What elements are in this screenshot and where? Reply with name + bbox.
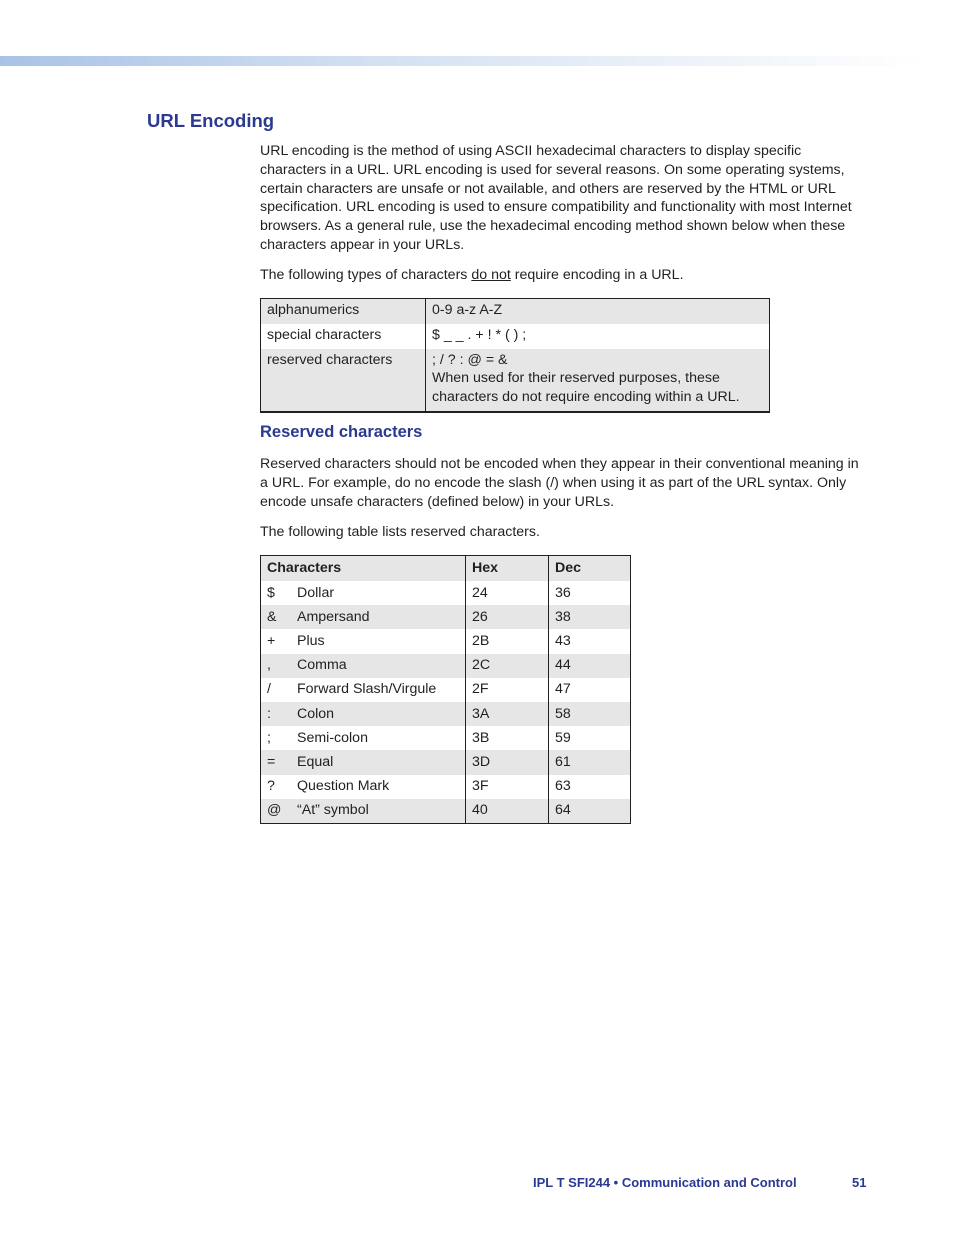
char-name: Colon — [297, 705, 335, 722]
char-name: Dollar — [297, 584, 335, 601]
table-row — [261, 299, 770, 324]
no-encode-intro-after: require encoding in a URL. — [510, 267, 684, 283]
no-encode-intro-before: The following types of characters — [260, 267, 472, 283]
char-symbol: = — [267, 754, 276, 770]
table-row — [261, 581, 631, 605]
hex-cell: 3D — [466, 750, 549, 774]
dec-cell: 64 — [549, 799, 631, 824]
char-type-cell: special characters — [261, 324, 426, 349]
character-cell — [261, 750, 466, 774]
table-row — [261, 726, 631, 750]
char-symbol: : — [267, 705, 271, 722]
table-row — [261, 349, 770, 412]
character-cell — [261, 605, 466, 629]
header-characters: Characters — [261, 556, 466, 582]
footer-text: IPL T SFI244 • Communication and Control — [533, 1175, 797, 1190]
char-list-cell: 0-9 a-z A-Z — [426, 299, 770, 324]
character-cell — [261, 629, 466, 653]
header-gradient-bar — [0, 56, 930, 66]
char-name: Comma — [297, 657, 347, 674]
hex-cell: 3F — [466, 775, 549, 799]
char-symbol: / — [267, 681, 271, 698]
character-cell — [261, 726, 466, 750]
table-row — [261, 702, 631, 726]
hex-cell: 40 — [466, 799, 549, 824]
table-row — [261, 629, 631, 653]
hex-cell: 26 — [466, 605, 549, 629]
char-symbol: ? — [267, 778, 275, 795]
no-encode-table — [260, 298, 770, 413]
char-symbol: + — [267, 633, 276, 650]
section-title: URL Encoding — [147, 110, 275, 131]
table-row — [261, 775, 631, 799]
char-symbol: $ — [267, 584, 275, 601]
char-symbol: , — [267, 657, 271, 674]
no-encode-intro-underlined: do not — [471, 267, 511, 283]
dec-cell: 63 — [549, 775, 631, 799]
char-name: Ampersand — [297, 608, 370, 625]
header-hex: Hex — [466, 556, 549, 582]
header-dec: Dec — [549, 556, 631, 582]
page-number: 51 — [852, 1175, 867, 1190]
character-cell — [261, 678, 466, 702]
char-list-cell: $ _ _ . + ! * ( ) ; — [426, 324, 770, 349]
table-row — [261, 654, 631, 678]
char-name: Equal — [297, 754, 334, 770]
char-type-cell: alphanumerics — [261, 299, 426, 324]
dec-cell: 58 — [549, 702, 631, 726]
character-cell — [261, 581, 466, 605]
no-encode-intro — [260, 266, 870, 285]
hex-cell: 24 — [466, 581, 549, 605]
character-cell — [261, 654, 466, 678]
hex-cell: 2C — [466, 654, 549, 678]
hex-cell: 3B — [466, 726, 549, 750]
hex-cell: 3A — [466, 702, 549, 726]
dec-cell: 61 — [549, 750, 631, 774]
char-type-cell: reserved characters — [261, 349, 426, 412]
table-row — [261, 678, 631, 702]
dec-cell: 47 — [549, 678, 631, 702]
char-symbol: @ — [267, 802, 282, 819]
reserved-table-intro: The following table lists reserved characters. — [260, 524, 540, 540]
reserved-note: When used for their reserved purposes, these characters do not require encoding within a URL. — [432, 370, 740, 406]
table-row — [261, 605, 631, 629]
char-symbol: ; — [267, 729, 271, 746]
intro-paragraph: URL encoding is the method of using ASCII hexadecimal characters to display specific characters in a URL. URL encoding is used for several reasons. On some operating systems, certain characters are unsafe or not available, and others are reserved by the HTML or URL specification. URL encoding is used to ensure compatibility and functionality with most Internet browsers. As a general rule, use the hexadecimal encoding method shown below when these characters appear in your URLs. — [260, 143, 852, 253]
char-name: “At” symbol — [297, 802, 369, 819]
hex-cell: 2B — [466, 629, 549, 653]
dec-cell: 44 — [549, 654, 631, 678]
dec-cell: 59 — [549, 726, 631, 750]
table-row — [261, 324, 770, 349]
dec-cell: 38 — [549, 605, 631, 629]
char-name: Question Mark — [297, 778, 390, 795]
reserved-paragraph: Reserved characters should not be encoded when they appear in their conventional meaning in a URL. For example, do no encode the slash (/) when using it as part of the URL syntax. Only encode unsafe characters (defined below) in your URLs. — [260, 456, 859, 510]
reserved-characters-table — [260, 555, 631, 824]
hex-cell: 2F — [466, 678, 549, 702]
char-list-cell — [426, 349, 770, 412]
char-symbol: & — [267, 608, 277, 625]
character-cell — [261, 702, 466, 726]
subsection-title: Reserved characters — [260, 423, 423, 441]
dec-cell: 36 — [549, 581, 631, 605]
table-row — [261, 750, 631, 774]
table-row — [261, 799, 631, 824]
dec-cell: 43 — [549, 629, 631, 653]
character-cell — [261, 799, 466, 824]
char-name: Forward Slash/Virgule — [297, 681, 437, 698]
character-cell — [261, 775, 466, 799]
char-name: Semi-colon — [297, 729, 368, 746]
table-header-row — [261, 556, 631, 582]
char-list-text: ; / ? : @ = & — [432, 351, 508, 368]
char-name: Plus — [297, 633, 325, 650]
